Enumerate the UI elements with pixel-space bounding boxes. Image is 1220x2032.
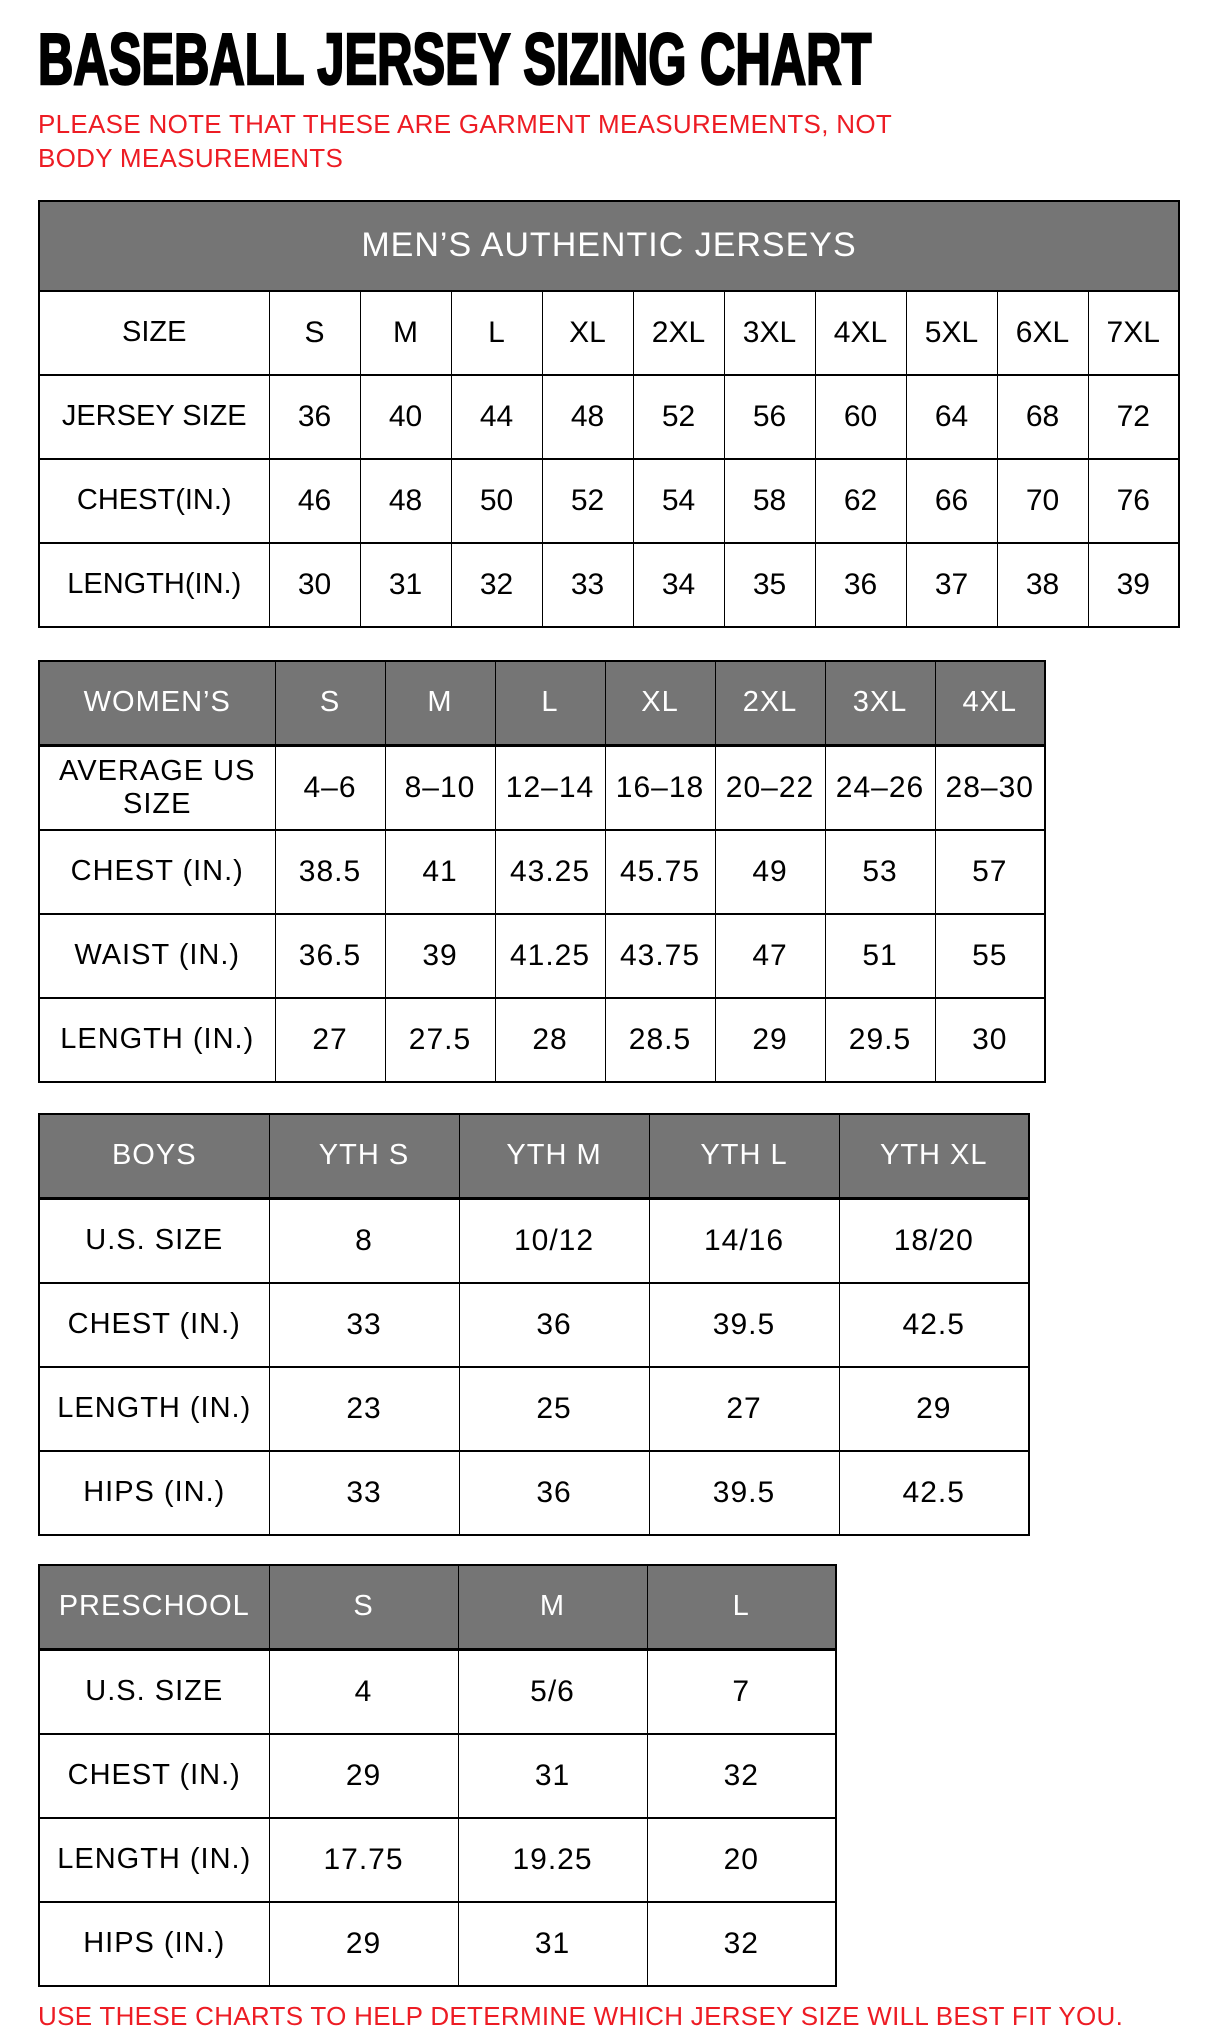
- row-label: AVERAGE US SIZE: [39, 745, 275, 830]
- row-label: U.S. SIZE: [39, 1649, 269, 1734]
- table-row: [39, 914, 1045, 998]
- row-label: CHEST (IN.): [39, 1734, 269, 1818]
- table-cell: 48: [542, 375, 633, 459]
- table-cell: 5/6: [458, 1649, 647, 1734]
- row-label: CHEST(IN.): [39, 459, 269, 543]
- table-cell: 27: [275, 998, 385, 1082]
- table-row: [39, 1818, 836, 1902]
- table-cell: 44: [451, 375, 542, 459]
- table-cell: 28–30: [935, 745, 1045, 830]
- table-corner-label: PRESCHOOL: [39, 1565, 269, 1650]
- table-cell: 4: [269, 1649, 458, 1734]
- table-cell: 10/12: [459, 1198, 649, 1283]
- table-cell: 2XL: [633, 291, 724, 375]
- table-cell: 3XL: [724, 291, 815, 375]
- table-cell: 40: [360, 375, 451, 459]
- row-label: HIPS (IN.): [39, 1451, 269, 1535]
- table-cell: 7: [647, 1649, 836, 1734]
- table-cell: 24–26: [825, 745, 935, 830]
- column-header: L: [647, 1565, 836, 1650]
- table-cell: 31: [360, 543, 451, 627]
- table-cell: 38: [997, 543, 1088, 627]
- table-cell: 41: [385, 830, 495, 914]
- table-cell: 72: [1088, 375, 1179, 459]
- table-header-row: [39, 1114, 1029, 1199]
- column-header: M: [458, 1565, 647, 1650]
- row-label: SIZE: [39, 291, 269, 375]
- table-cell: 43.25: [495, 830, 605, 914]
- table-cell: 5XL: [906, 291, 997, 375]
- table-cell: 8–10: [385, 745, 495, 830]
- table-cell: 68: [997, 375, 1088, 459]
- table-cell: 50: [451, 459, 542, 543]
- table-cell: 36: [459, 1283, 649, 1367]
- table-cell: 7XL: [1088, 291, 1179, 375]
- table-cell: 41.25: [495, 914, 605, 998]
- column-header: YTH S: [269, 1114, 459, 1199]
- table-cell: 35: [724, 543, 815, 627]
- table-cell: 28: [495, 998, 605, 1082]
- table-cell: 39.5: [649, 1451, 839, 1535]
- table-cell: 8: [269, 1198, 459, 1283]
- table-cell: 30: [935, 998, 1045, 1082]
- table-cell: 20: [647, 1818, 836, 1902]
- row-label: LENGTH(IN.): [39, 543, 269, 627]
- table-cell: 19.25: [458, 1818, 647, 1902]
- table-cell: 51: [825, 914, 935, 998]
- table-cell: 29.5: [825, 998, 935, 1082]
- table-cell: 70: [997, 459, 1088, 543]
- table-cell: 42.5: [839, 1283, 1029, 1367]
- table-cell: 54: [633, 459, 724, 543]
- table-cell: 38.5: [275, 830, 385, 914]
- table-cell: 36: [459, 1451, 649, 1535]
- column-header: M: [385, 661, 495, 746]
- table-cell: L: [451, 291, 542, 375]
- column-header: YTH XL: [839, 1114, 1029, 1199]
- table-cell: 33: [542, 543, 633, 627]
- table-cell: 32: [647, 1902, 836, 1986]
- table-cell: 56: [724, 375, 815, 459]
- table-cell: 36.5: [275, 914, 385, 998]
- row-label: HIPS (IN.): [39, 1902, 269, 1986]
- table-cell: 33: [269, 1451, 459, 1535]
- table-row: [39, 1902, 836, 1986]
- table-row: [39, 1649, 836, 1734]
- row-label: JERSEY SIZE: [39, 375, 269, 459]
- table-cell: 29: [269, 1734, 458, 1818]
- table-cell: 39: [385, 914, 495, 998]
- table-cell: XL: [542, 291, 633, 375]
- table-cell: 4XL: [815, 291, 906, 375]
- table-cell: 27.5: [385, 998, 495, 1082]
- table-cell: 43.75: [605, 914, 715, 998]
- table-cell: 28.5: [605, 998, 715, 1082]
- table-cell: 60: [815, 375, 906, 459]
- table-row: [39, 375, 1179, 459]
- table-banner: MEN’S AUTHENTIC JERSEYS: [39, 201, 1179, 291]
- table-cell: 76: [1088, 459, 1179, 543]
- footer-note: USE THESE CHARTS TO HELP DETERMINE WHICH JERSEY SIZE WILL BEST FIT YOU.: [38, 2000, 1124, 2031]
- table-banner-row: [39, 201, 1179, 291]
- preschool-sizing-table: [38, 1564, 837, 1987]
- column-header: 3XL: [825, 661, 935, 746]
- row-label: CHEST (IN.): [39, 830, 275, 914]
- mens-sizing-table: [38, 200, 1180, 628]
- table-cell: 52: [542, 459, 633, 543]
- table-cell: 29: [839, 1367, 1029, 1451]
- table-row: [39, 998, 1045, 1082]
- row-label: U.S. SIZE: [39, 1198, 269, 1283]
- table-cell: 6XL: [997, 291, 1088, 375]
- table-cell: 55: [935, 914, 1045, 998]
- table-row: [39, 459, 1179, 543]
- table-row: [39, 543, 1179, 627]
- column-header: S: [269, 1565, 458, 1650]
- table-cell: 37: [906, 543, 997, 627]
- table-cell: 46: [269, 459, 360, 543]
- garment-measurements-note: PLEASE NOTE THAT THESE ARE GARMENT MEASUREMENTS, NOT BODY MEASUREMENTS: [38, 109, 892, 174]
- table-row: [39, 1198, 1029, 1283]
- column-header: YTH L: [649, 1114, 839, 1199]
- row-label: LENGTH (IN.): [39, 1818, 269, 1902]
- table-cell: 29: [715, 998, 825, 1082]
- table-cell: 48: [360, 459, 451, 543]
- table-row: [39, 1451, 1029, 1535]
- table-cell: 39: [1088, 543, 1179, 627]
- table-cell: 57: [935, 830, 1045, 914]
- table-cell: 18/20: [839, 1198, 1029, 1283]
- table-cell: 29: [269, 1902, 458, 1986]
- table-corner-label: WOMEN’S: [39, 661, 275, 746]
- table-cell: 53: [825, 830, 935, 914]
- table-row: [39, 745, 1045, 830]
- table-cell: 39.5: [649, 1283, 839, 1367]
- column-header: L: [495, 661, 605, 746]
- table-header-row: [39, 661, 1045, 746]
- table-row: [39, 830, 1045, 914]
- row-label: WAIST (IN.): [39, 914, 275, 998]
- table-cell: 58: [724, 459, 815, 543]
- table-cell: 25: [459, 1367, 649, 1451]
- table-cell: 62: [815, 459, 906, 543]
- table-cell: 27: [649, 1367, 839, 1451]
- table-cell: 66: [906, 459, 997, 543]
- table-cell: 31: [458, 1734, 647, 1818]
- table-cell: S: [269, 291, 360, 375]
- table-cell: 32: [451, 543, 542, 627]
- boys-sizing-table: [38, 1113, 1030, 1536]
- table-cell: 32: [647, 1734, 836, 1818]
- table-cell: 36: [269, 375, 360, 459]
- column-header: XL: [605, 661, 715, 746]
- table-cell: 16–18: [605, 745, 715, 830]
- table-cell: 52: [633, 375, 724, 459]
- table-cell: 4–6: [275, 745, 385, 830]
- table-cell: 20–22: [715, 745, 825, 830]
- table-cell: 17.75: [269, 1818, 458, 1902]
- table-row: [39, 291, 1179, 375]
- table-cell: 64: [906, 375, 997, 459]
- table-cell: 12–14: [495, 745, 605, 830]
- page-title: BASEBALL JERSEY SIZING CHART: [38, 20, 872, 100]
- table-cell: M: [360, 291, 451, 375]
- womens-sizing-table: [38, 660, 1046, 1083]
- table-cell: 47: [715, 914, 825, 998]
- table-cell: 14/16: [649, 1198, 839, 1283]
- row-label: LENGTH (IN.): [39, 1367, 269, 1451]
- column-header: S: [275, 661, 385, 746]
- table-header-row: [39, 1565, 836, 1650]
- table-cell: 36: [815, 543, 906, 627]
- table-corner-label: BOYS: [39, 1114, 269, 1199]
- column-header: 4XL: [935, 661, 1045, 746]
- table-cell: 42.5: [839, 1451, 1029, 1535]
- row-label: CHEST (IN.): [39, 1283, 269, 1367]
- table-cell: 31: [458, 1902, 647, 1986]
- table-cell: 49: [715, 830, 825, 914]
- table-row: [39, 1367, 1029, 1451]
- table-row: [39, 1734, 836, 1818]
- table-cell: 33: [269, 1283, 459, 1367]
- table-row: [39, 1283, 1029, 1367]
- column-header: YTH M: [459, 1114, 649, 1199]
- column-header: 2XL: [715, 661, 825, 746]
- table-cell: 45.75: [605, 830, 715, 914]
- table-cell: 30: [269, 543, 360, 627]
- row-label: LENGTH (IN.): [39, 998, 275, 1082]
- table-cell: 34: [633, 543, 724, 627]
- table-cell: 23: [269, 1367, 459, 1451]
